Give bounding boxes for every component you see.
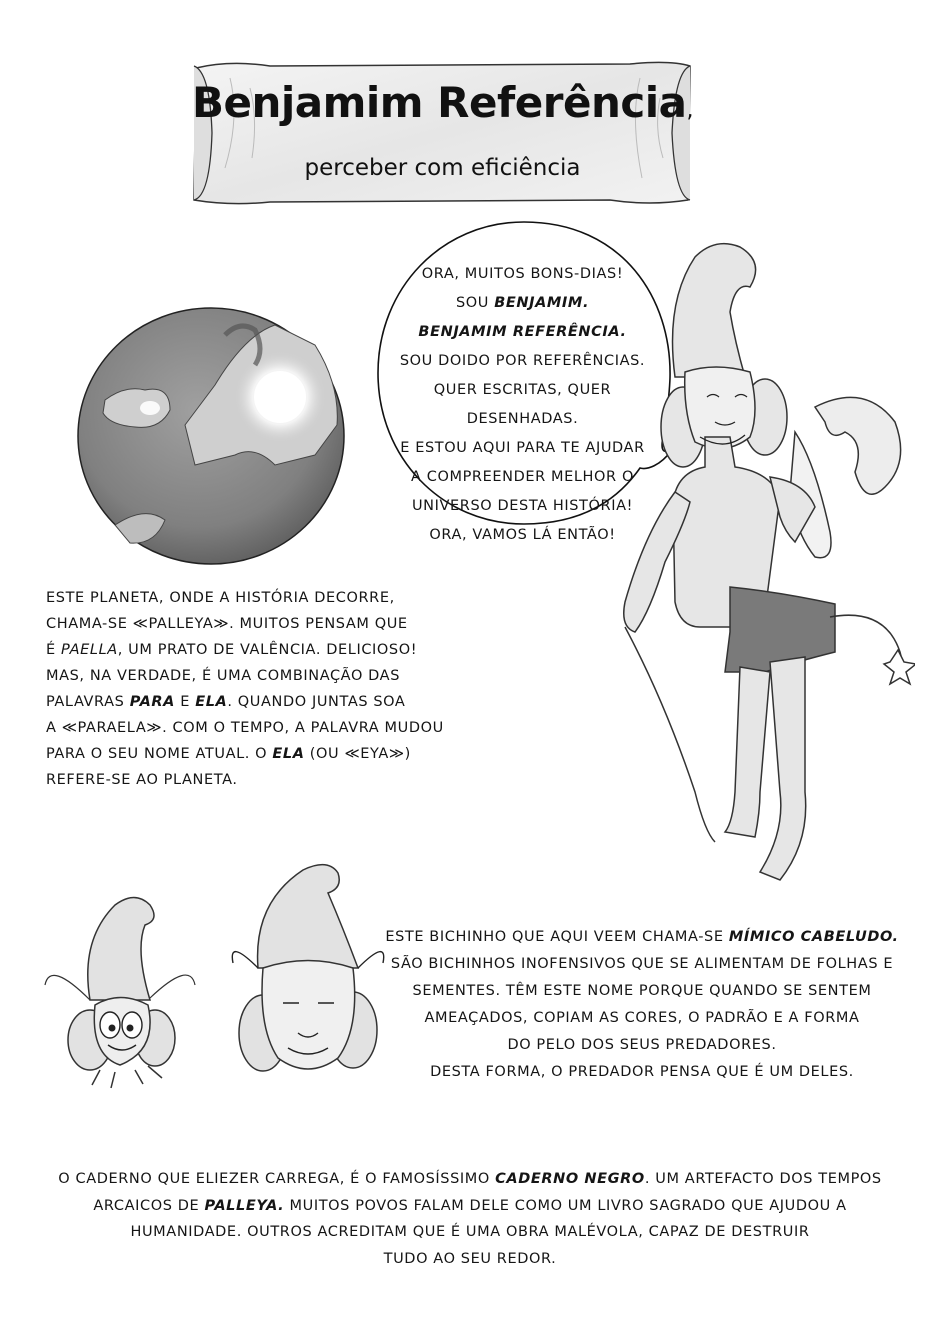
page-title-text: Benjamim Referência bbox=[192, 78, 687, 127]
caption-line bbox=[46, 611, 486, 637]
notebook-name-highlight: CADERNO NEGRO bbox=[495, 1171, 645, 1187]
name-highlight: BENJAMIM. bbox=[494, 295, 590, 311]
fullname-highlight: BENJAMIM REFERÊNCIA. bbox=[418, 324, 627, 340]
caption-part: ESTE BICHINHO QUE AQUI VEEM CHAMA-SE bbox=[385, 929, 729, 945]
caption-part: PALLEYA bbox=[148, 616, 214, 632]
mimic-caption bbox=[368, 924, 916, 1086]
caption-part: MUITOS POVOS FALAM DELE COMO UM LIVRO SAGRADO QUE AJUDOU A bbox=[284, 1197, 847, 1214]
caption-part: E bbox=[175, 694, 196, 710]
page-subtitle: perceber com eficiência bbox=[304, 155, 581, 181]
caption-line: SÃO BICHINHOS INOFENSIVOS QUE SE ALIMENTAM DE FOLHAS E bbox=[390, 956, 894, 972]
caption-line bbox=[46, 637, 486, 663]
mimic-creature-illustration bbox=[40, 890, 200, 1090]
para-word: PARA bbox=[129, 694, 175, 710]
caption-part: É bbox=[46, 642, 61, 658]
caption-line: DO PELO DOS SEUS PREDADORES. bbox=[507, 1037, 777, 1053]
caption-line bbox=[22, 1166, 918, 1193]
caption-line: MAS, NA VERDADE, É UMA COMBINAÇÃO DAS bbox=[46, 668, 401, 684]
caption-part: . QUANDO JUNTAS SOA bbox=[227, 694, 406, 710]
caption-line: A ≪PARAELA≫. COM O TEMPO, A PALAVRA MUDOU bbox=[46, 720, 444, 736]
bubble-line: E ESTOU AQUI PARA TE AJUDAR bbox=[400, 440, 645, 456]
benjamim-head-illustration bbox=[228, 858, 388, 1083]
bubble-text-part: SOU bbox=[455, 295, 495, 311]
caption-line: TUDO AO SEU REDOR. bbox=[383, 1250, 557, 1267]
caption-line bbox=[22, 1193, 918, 1220]
caption-part: PALAVRAS bbox=[46, 694, 130, 710]
bubble-line: QUER ESCRITAS, QUER DESENHADAS. bbox=[433, 382, 612, 427]
notebook-caption bbox=[22, 1166, 918, 1272]
bubble-line: A COMPREENDER MELHOR O bbox=[411, 469, 634, 485]
bubble-line: SOU DOIDO POR REFERÊNCIAS. bbox=[399, 353, 646, 369]
caption-part: . UM ARTEFACTO DOS TEMPOS bbox=[644, 1171, 882, 1187]
caption-part: O CADERNO QUE ELIEZER CARREGA, É O FAMOSÍSSIMO bbox=[58, 1171, 496, 1187]
caption-line: SEMENTES. TÊM ESTE NOME PORQUE QUANDO SE SENTEM bbox=[412, 983, 872, 999]
paella-word: PAELLA bbox=[60, 642, 118, 658]
caption-line bbox=[46, 741, 486, 767]
caption-line bbox=[46, 689, 486, 715]
caption-line: DESTA FORMA, O PREDADOR PENSA QUE É UM DELES. bbox=[430, 1064, 854, 1080]
ela-word: ELA bbox=[272, 746, 305, 762]
title-comma: , bbox=[686, 98, 693, 123]
caption-part: ≫. MUITOS PENSAM QUE bbox=[213, 616, 408, 632]
ela-word: ELA bbox=[195, 694, 228, 710]
caption-part: CHAMA-SE ≪ bbox=[46, 616, 149, 632]
caption-part: ARCAICOS DE bbox=[93, 1197, 205, 1214]
caption-line bbox=[368, 924, 916, 951]
caption-line: REFERE-SE AO PLANETA. bbox=[46, 772, 238, 788]
bubble-line: ORA, VAMOS LÁ ENTÃO! bbox=[429, 527, 616, 543]
caption-part: PARA O SEU NOME ATUAL. O bbox=[46, 746, 273, 762]
planet-caption bbox=[46, 585, 486, 793]
benjamim-character-illustration bbox=[565, 232, 915, 892]
caption-line: AMEAÇADOS, COPIAM AS CORES, O PADRÃO E A FORMA bbox=[424, 1010, 860, 1026]
bubble-line: UNIVERSO DESTA HISTÓRIA! bbox=[411, 498, 634, 514]
caption-part: (OU ≪EYA≫) bbox=[304, 746, 411, 762]
mimic-name-highlight: MÍMICO CABELUDO. bbox=[728, 929, 899, 945]
caption-line: ESTE PLANETA, ONDE A HISTÓRIA DECORRE, bbox=[46, 590, 395, 606]
page-title bbox=[190, 78, 695, 127]
planet-palleya-illustration bbox=[75, 305, 347, 567]
caption-part: , UM PRATO DE VALÊNCIA. DELICIOSO! bbox=[117, 642, 418, 658]
palleya-highlight: PALLEYA. bbox=[204, 1197, 285, 1214]
caption-line: HUMANIDADE. OUTROS ACREDITAM QUE É UMA OBRA MALÉVOLA, CAPAZ DE DESTRUIR bbox=[130, 1224, 810, 1240]
bubble-line: ORA, MUITOS BONS-DIAS! bbox=[421, 266, 624, 282]
